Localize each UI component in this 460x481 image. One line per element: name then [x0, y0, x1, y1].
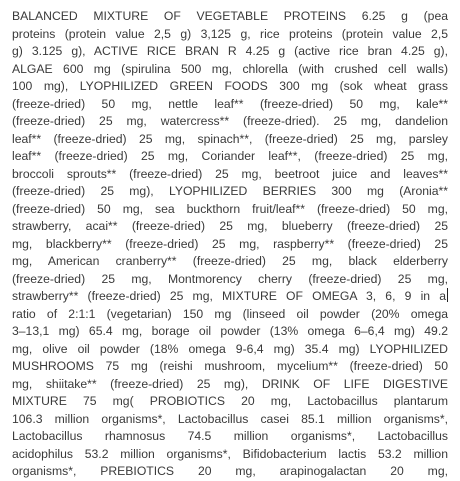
- text-line: acidophilus 53.2 million organisms*, Bifidobacterium lactis 53.2 million: [12, 446, 448, 461]
- text-line: (freeze-dried) 25 mg), LYOPHILIZED BERRIES 300 mg (Aronia**: [12, 184, 448, 198]
- text-line: ratio of 2:1:1 (vegetarian) 150 mg (linseed oil powder (20% omega: [12, 306, 448, 321]
- text-line: (freeze-dried) 25 mg, Montmorency cherry (freeze-dried) 25 mg,: [12, 271, 448, 286]
- ingredients-paragraph[interactable]: [12, 8, 448, 481]
- text-line: leaf** (freeze-dried) 25 mg, Coriander leaf**, (freeze-dried) 25 mg,: [12, 149, 448, 163]
- text-line: mg, shiitake** (freeze-dried) 25 mg), DRINK OF LIFE DIGESTIVE: [12, 376, 448, 391]
- text-line: proteins (protein value 2,5 g) 3,125 g, rice proteins (protein value 2,5: [12, 26, 448, 41]
- text-line: MIXTURE 75 mg( PROBIOTICS 20 mg, Lactobacillus plantarum: [12, 394, 448, 408]
- text-line: strawberry** (freeze-dried) 25 mg, MIXTURE OF OMEGA 3, 6, 9 in a: [12, 289, 446, 303]
- text-line: mg, olive oil powder (18% omega 9-6,4 mg) 35.4 mg) LYOPHILIZED: [12, 341, 448, 356]
- text-line-with-caret: [12, 288, 448, 306]
- text-line: leaf** (freeze-dried) 25 mg, spinach**, (freeze-dried) 25 mg, parsley: [12, 131, 448, 146]
- text-line: g) 3.125 g), ACTIVE RICE BRAN R 4.25 g (active rice bran 4.25 g),: [12, 44, 448, 58]
- text-line: (freeze-dried) 25 mg, watercress** (freeze-dried). 25 mg, dandelion: [12, 114, 448, 128]
- text-line: mg, blackberry** (freeze-dried) 25 mg, raspberry** (freeze-dried) 25: [12, 236, 448, 251]
- text-line: 106.3 million organisms*, Lactobacillus casei 85.1 million organisms*,: [12, 411, 448, 426]
- text-line: (freeze-dried) 50 mg, sea buckthorn fruit/leaf** (freeze-dried) 50 mg,: [12, 201, 448, 216]
- text-line: broccoli sprouts** (freeze-dried) 25 mg, beetroot juice and leaves**: [12, 166, 448, 181]
- text-line: 3–13,1 mg) 65.4 mg, borage oil powder (13% omega 6–6,4 mg) 49.2: [12, 324, 448, 338]
- text-line: organisms*, PREBIOTICS 20 mg, arapinogalactan 20 mg,: [12, 464, 448, 478]
- text-line: (freeze-dried) 50 mg, nettle leaf** (freeze-dried) 50 mg, kale**: [12, 96, 448, 111]
- text-line: 100 mg), LYOPHILIZED GREEN FOODS 300 mg (sok wheat grass: [12, 79, 448, 93]
- text-line: ALGAE 600 mg (spirulina 500 mg, chlorella (with crushed cell walls): [12, 61, 448, 76]
- text-line: mg, American cranberry** (freeze-dried) 25 mg, black elderberry: [12, 254, 448, 268]
- text-line: BALANCED MIXTURE OF VEGETABLE PROTEINS 6.25 g (pea: [12, 9, 448, 23]
- text-cursor: [447, 288, 448, 302]
- text-line: Lactobacillus rhamnosus 74.5 million organisms*, Lactobacillus: [12, 429, 448, 443]
- text-line: MUSHROOMS 75 mg (reishi mushroom, mycelium** (freeze-dried) 50: [12, 359, 448, 373]
- text-line: strawberry, acai** (freeze-dried) 25 mg, blueberry (freeze-dried) 25: [12, 219, 448, 233]
